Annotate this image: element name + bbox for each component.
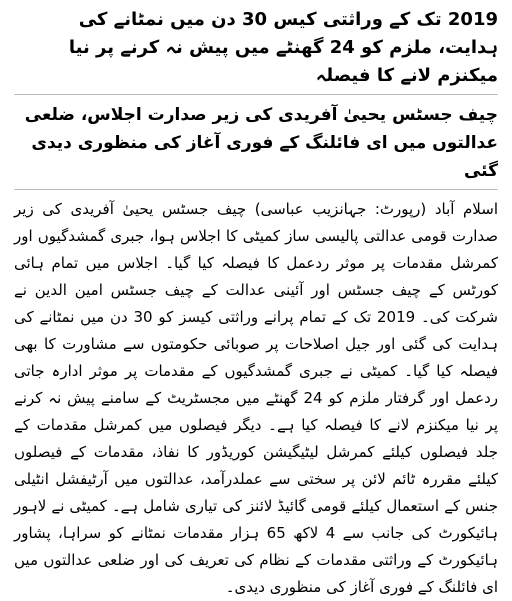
article-headline: 2019 تک کے وراثتی کیس 30 دن میں نمٹانے کی ہدایت، ملزم کو 24 گھنٹے میں پیش نہ کرنے پر نیا میکنزم لانے کا فیصلہ [68, 9, 498, 86]
article-subheadline: چیف جسٹس یحییٰ آفریدی کی زیر صدارت اجلاس، ضلعی عدالتوں میں ای فائلنگ کے فوری آغاز کی منظوری دیدی گئی [24, 105, 498, 181]
article-body: اسلام آباد (رپورٹ: جہانزیب عباسی) چیف جسٹس یحییٰ آفریدی کی زیر صدارت قومی عدالتی پالیسی ساز کمیٹی کا اجلاس ہوا، جبری گمشدگیوں اور کمرشل مقدمات پر موثر ردعمل کا فیصلہ کیا گیا۔ اجلاس میں تمام ہائی کورٹس کے چیف جسٹس اور آئینی عدالت کے چیف جسٹس امین الدین نے شرکت کی۔ 2019 تک کے تمام پرانے وراثتی کیسز کو 30 دن میں نمٹانے کی ہدایت کی گئی اور جیل اصلاحات پر صوبائی حکومتوں سے مشاورت کا بھی فیصلہ کیا گیا۔ کمیٹی نے جبری گمشدگیوں کے مقدمات پر موثر ادارہ جاتی ردعمل اور گرفتار ملزم کو 24 گھنٹے میں مجسٹریٹ کے سامنے پیش نہ کرنے پر نیا میکنزم لانے کا فیصلہ کیا ہے۔ دیگر فیصلوں میں کمرشل مقدمات کے جلد فیصلوں کیلئے کمرشل لیٹیگیشن کوریڈور کا نفاذ، مقدمات کے فیصلوں کیلئے مقررہ ٹائم لائن پر سختی سے عملدرآمد، عدالتوں میں آرٹیفشل انٹیلی جنس کے استعمال کیلئے قومی گائیڈ لائنز کی تیاری شامل ہے۔ کمیٹی نے لاہور ہائیکورٹ کی جانب سے 4 لاکھ 65 ہزار مقدمات نمٹانے کو سراہا، پشاور ہائیکورٹ کے وراثتی مقدمات کے نظام کی تعریف کی اور ضلعی عدالتوں میں ای فائلنگ کے فوری آغاز کی منظوری دیدی۔ [14, 200, 499, 596]
subheadline-divider [14, 189, 498, 190]
headline-divider [14, 94, 498, 95]
